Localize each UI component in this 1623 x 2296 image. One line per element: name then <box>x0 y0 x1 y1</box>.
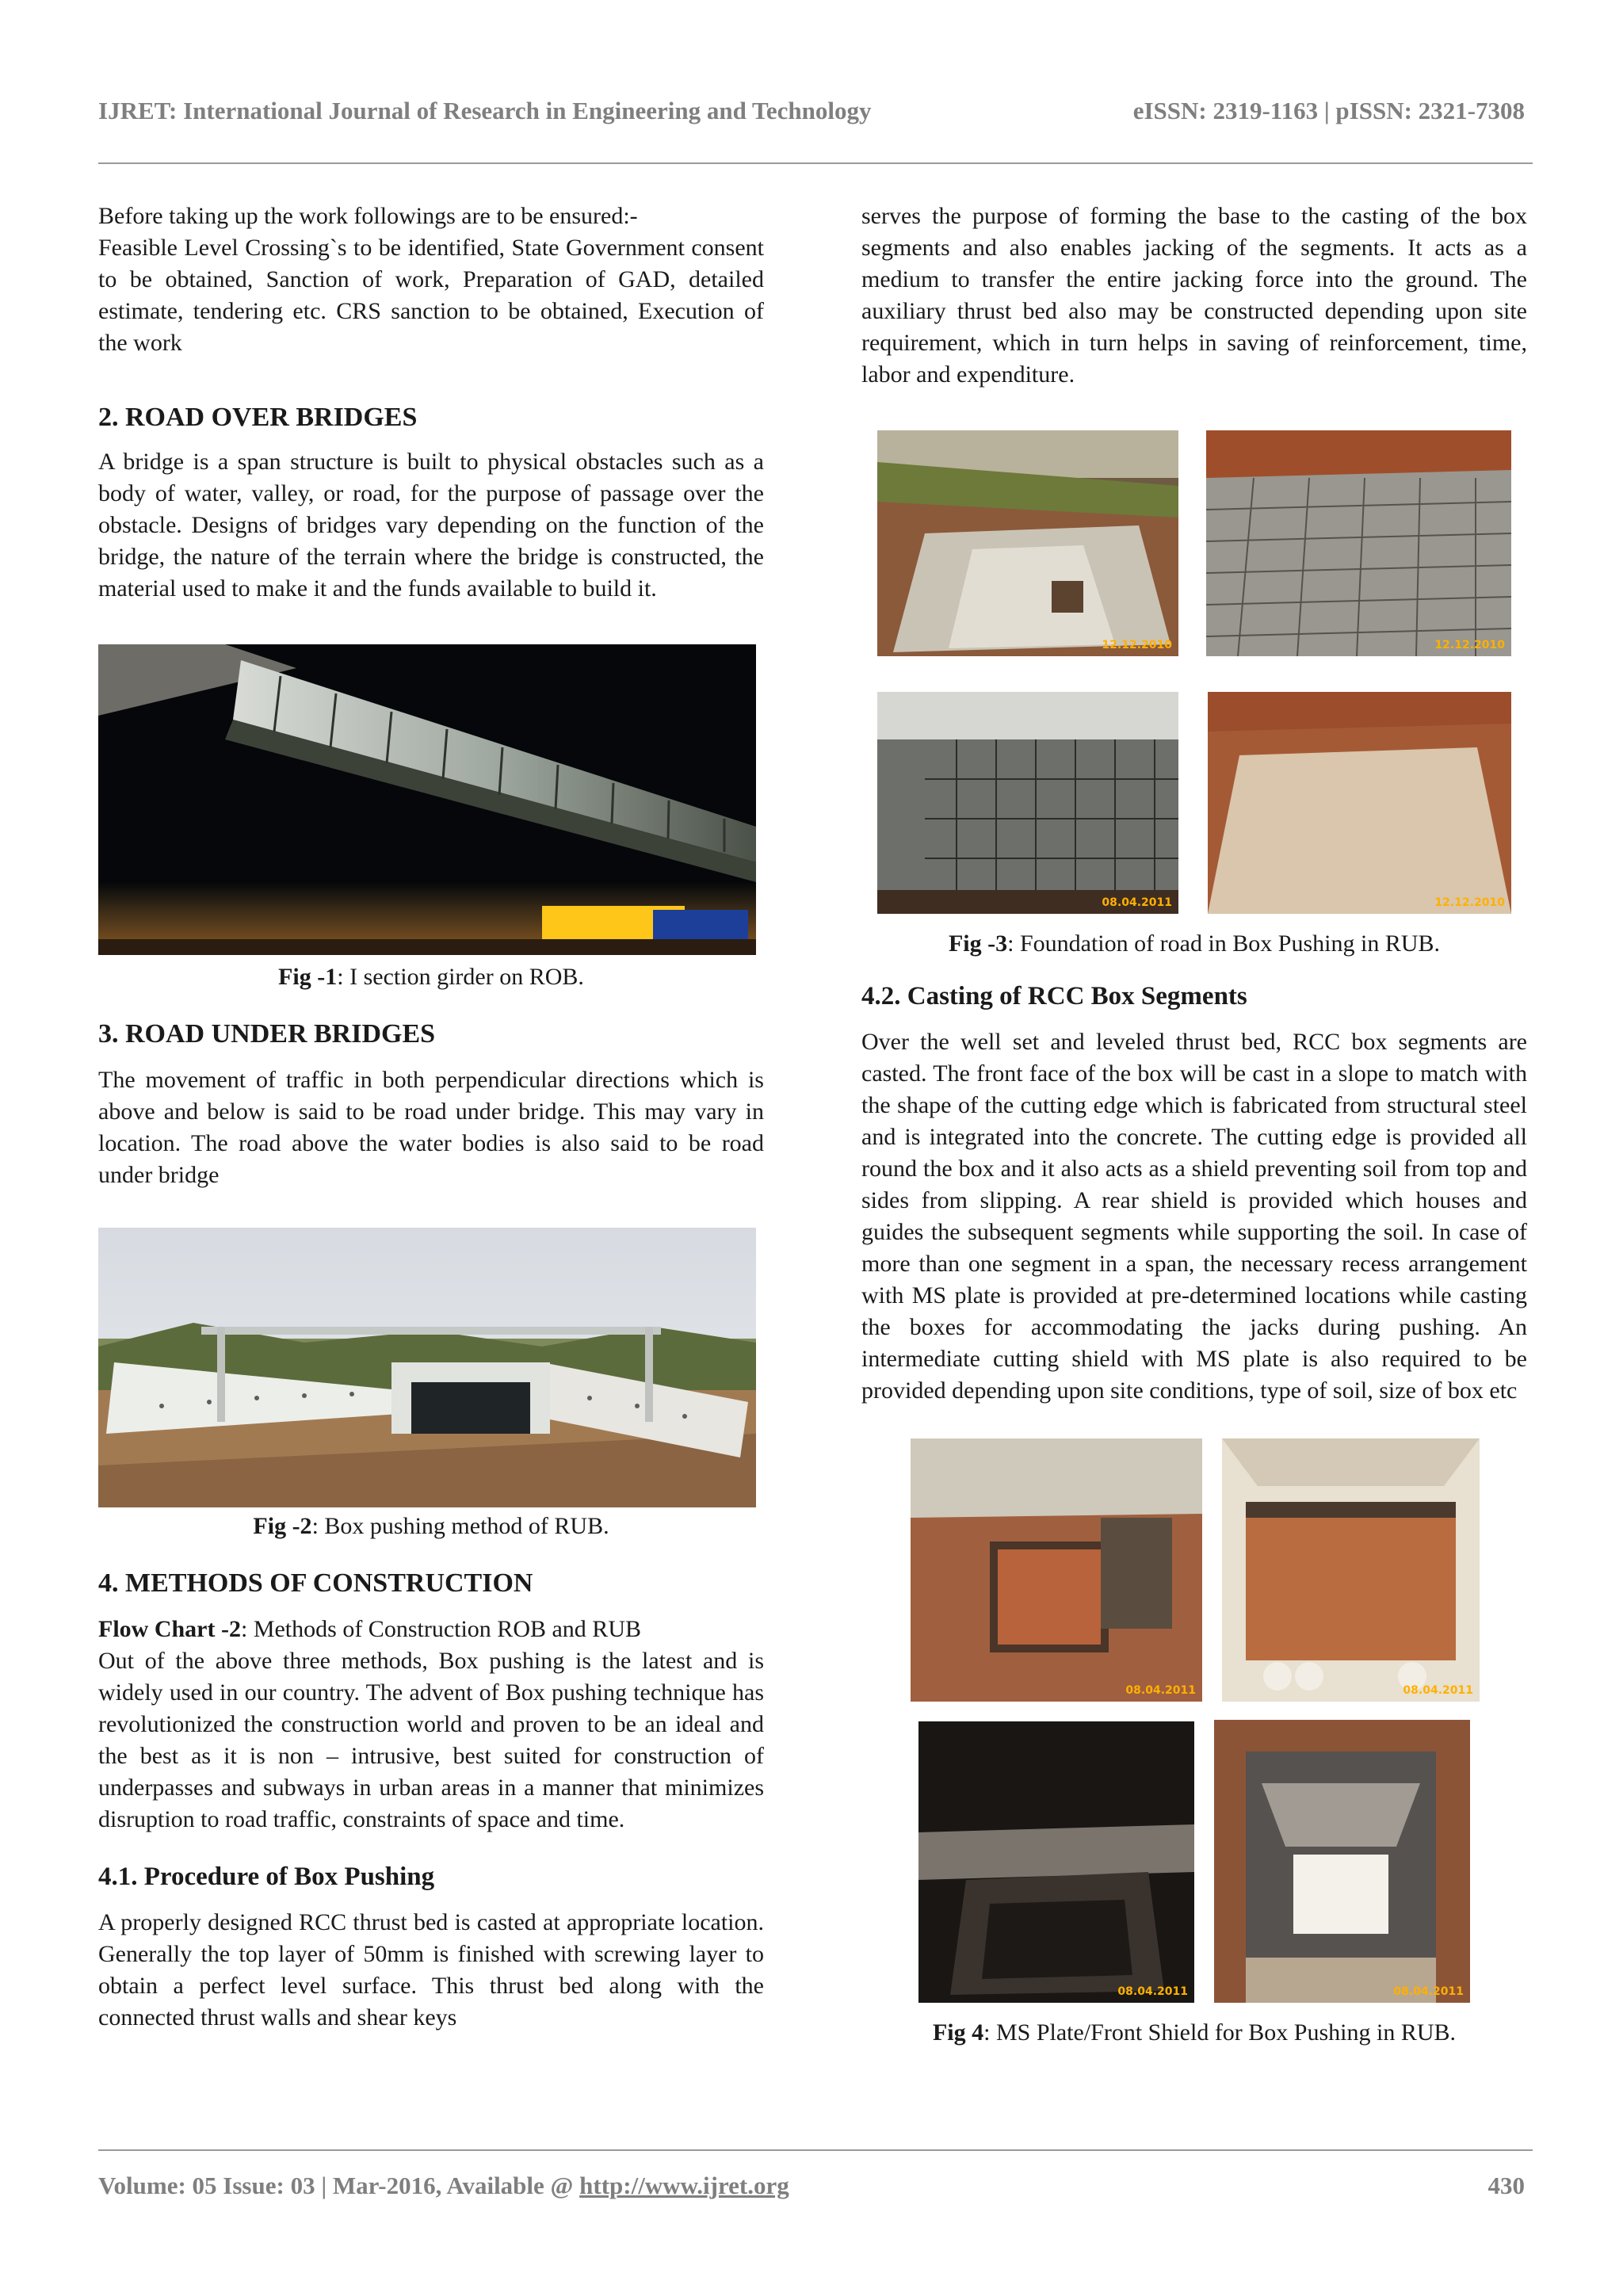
figure-1-image <box>98 644 756 955</box>
header-rule <box>98 162 1533 164</box>
section-2-body: A bridge is a span structure is built to physical obstacles such as a body of water, valley, or road, for the purpose of passage over the obstacle. Designs of bridges vary depending on the function of the bridge, the nature of the terrain where the bridge is constructed, the material used to make it and the funds available to build it. <box>98 449 764 602</box>
figure-4-caption <box>861 2017 1527 2049</box>
page-number: 430 <box>1487 2172 1525 2199</box>
volume-text: Volume: 05 Issue: 03 | Mar-2016, Available @ <box>98 2172 580 2199</box>
intro-paragraph-1: Before taking up the work followings are to be ensured:- <box>98 203 638 229</box>
figure-4-stamp-1: 08.04.2011 <box>1125 1684 1196 1697</box>
journal-url-link[interactable]: http://www.ijret.org <box>579 2172 789 2199</box>
flow-chart-caption <box>98 1614 764 1645</box>
figure-3-text: : Foundation of road in Box Pushing in RUB. <box>1007 930 1440 957</box>
figure-4-photo-4 <box>1214 1720 1470 2003</box>
flow-chart-label: Flow Chart -2 <box>98 1616 241 1642</box>
rub-box-photo <box>98 1228 756 1507</box>
figure-4-stamp-3: 08.04.2011 <box>1117 1985 1188 1998</box>
section-4-body: Out of the above three methods, Box pushing is the latest and is widely used in our country. The advent of Box pushing technique has revolutionized the construction world and proven to be an ideal and the best as it is non – intrusive, best suited for construction of underpasses and subways in urban areas in a manner that minimizes disruption to road traffic, constraints of space and time. <box>98 1648 764 1832</box>
section-4-2-body: Over the well set and leveled thrust bed, RCC box segments are casted. The front face of the box will be cast in a slope to match with the shape of the cutting edge which is fabricated from structural steel and is integrated into the concrete. The cutting edge is provided all round the box and it also acts as a shield preventing soil from top and sides from slipping. A rear shield is provided which houses and guides the subsequent segments while supporting the soil. In case of more than one segment in a span, the necessary recess arrangement with MS plate is provided at pre-determined locations while casting the boxes for accommodating the jacks during pushing. An intermediate cutting shield with MS plate is also required to be provided depending upon site conditions, type of soil, size of box etc <box>861 1029 1527 1404</box>
figure-3-photo-2 <box>1206 430 1511 656</box>
figure-3-stamp-2: 12.12.2010 <box>1434 639 1505 651</box>
journal-title: IJRET: International Journal of Research in Engineering and Technology <box>98 97 872 124</box>
section-4-2-heading: 4.2. Casting of RCC Box Segments <box>861 982 1247 1010</box>
section-4-1-heading: 4.1. Procedure of Box Pushing <box>98 1862 435 1891</box>
running-header <box>98 97 1525 136</box>
figure-3-photo-4 <box>1208 692 1511 914</box>
section-4-heading: 4. METHODS OF CONSTRUCTION <box>98 1568 533 1598</box>
section-3-heading: 3. ROAD UNDER BRIDGES <box>98 1019 436 1049</box>
figure-4-photo-3 <box>918 1721 1194 2003</box>
section-3-body: The movement of traffic in both perpendicular directions which is above and below is said to be road under bridge. This may vary in location. The road above the water bodies is also said to be road under bridge <box>98 1067 764 1188</box>
left-column <box>98 201 764 2034</box>
figure-3-caption <box>861 928 1527 960</box>
intro-paragraph-2: Feasible Level Crossing`s to be identified, State Government consent to be obtained, Sanction of work, Preparation of GAD, detailed estimate, tendering etc. CRS sanction to be obtained, Execution of the work <box>98 235 764 356</box>
flow-chart-text: : Methods of Construction ROB and RUB <box>240 1616 641 1642</box>
continued-body: serves the purpose of forming the base to the casting of the box segments and also enables jacking of the segments. It acts as a medium to transfer the entire jacking force into the ground. The auxiliary thrust bed also may be constructed depending upon site requirement, which in turn helps in saving of reinforcement, time, labor and expenditure. <box>861 203 1527 388</box>
figure-3-photo-1 <box>877 430 1178 656</box>
figure-4-stamp-2: 08.04.2011 <box>1403 1684 1473 1697</box>
figure-2-caption <box>98 1511 764 1542</box>
running-footer <box>98 2172 1525 2211</box>
figure-4-label: Fig 4 <box>932 2019 984 2046</box>
volume-info <box>98 2172 789 2200</box>
figure-2-text: : Box pushing method of RUB. <box>311 1513 609 1539</box>
figure-1-label: Fig -1 <box>278 964 338 990</box>
section-2-heading: 2. ROAD OVER BRIDGES <box>98 403 418 432</box>
footer-rule <box>98 2149 1533 2151</box>
section-4-1-body: A properly designed RCC thrust bed is casted at appropriate location. Generally the top layer of 50mm is finished with screwing layer to obtain a perfect level surface. This thrust bed along with the connected thrust walls and shear keys <box>98 1909 764 2030</box>
figure-1-caption <box>98 961 764 993</box>
figure-3-grid <box>861 430 1527 930</box>
figure-4-stamp-4: 08.04.2011 <box>1393 1985 1464 1998</box>
issn-line: eISSN: 2319-1163 | pISSN: 2321-7308 <box>1132 97 1525 124</box>
figure-3-stamp-3: 08.04.2011 <box>1102 896 1172 909</box>
figure-4-grid <box>861 1438 1527 2017</box>
figure-3-photo-3 <box>877 692 1178 914</box>
figure-3-stamp-1: 12.12.2010 <box>1102 639 1172 651</box>
figure-4-photo-2 <box>1222 1438 1480 1702</box>
figure-3-stamp-4: 12.12.2010 <box>1434 896 1505 909</box>
figure-1-text: : I section girder on ROB. <box>337 964 584 990</box>
rob-girder-photo <box>98 644 756 955</box>
figure-3-label: Fig -3 <box>948 930 1008 957</box>
figure-4-photo-1 <box>911 1438 1202 1702</box>
figure-4-text: : MS Plate/Front Shield for Box Pushing in RUB. <box>983 2019 1457 2046</box>
figure-2-label: Fig -2 <box>253 1513 312 1539</box>
figure-2-image <box>98 1228 756 1507</box>
right-column <box>861 201 1527 2049</box>
